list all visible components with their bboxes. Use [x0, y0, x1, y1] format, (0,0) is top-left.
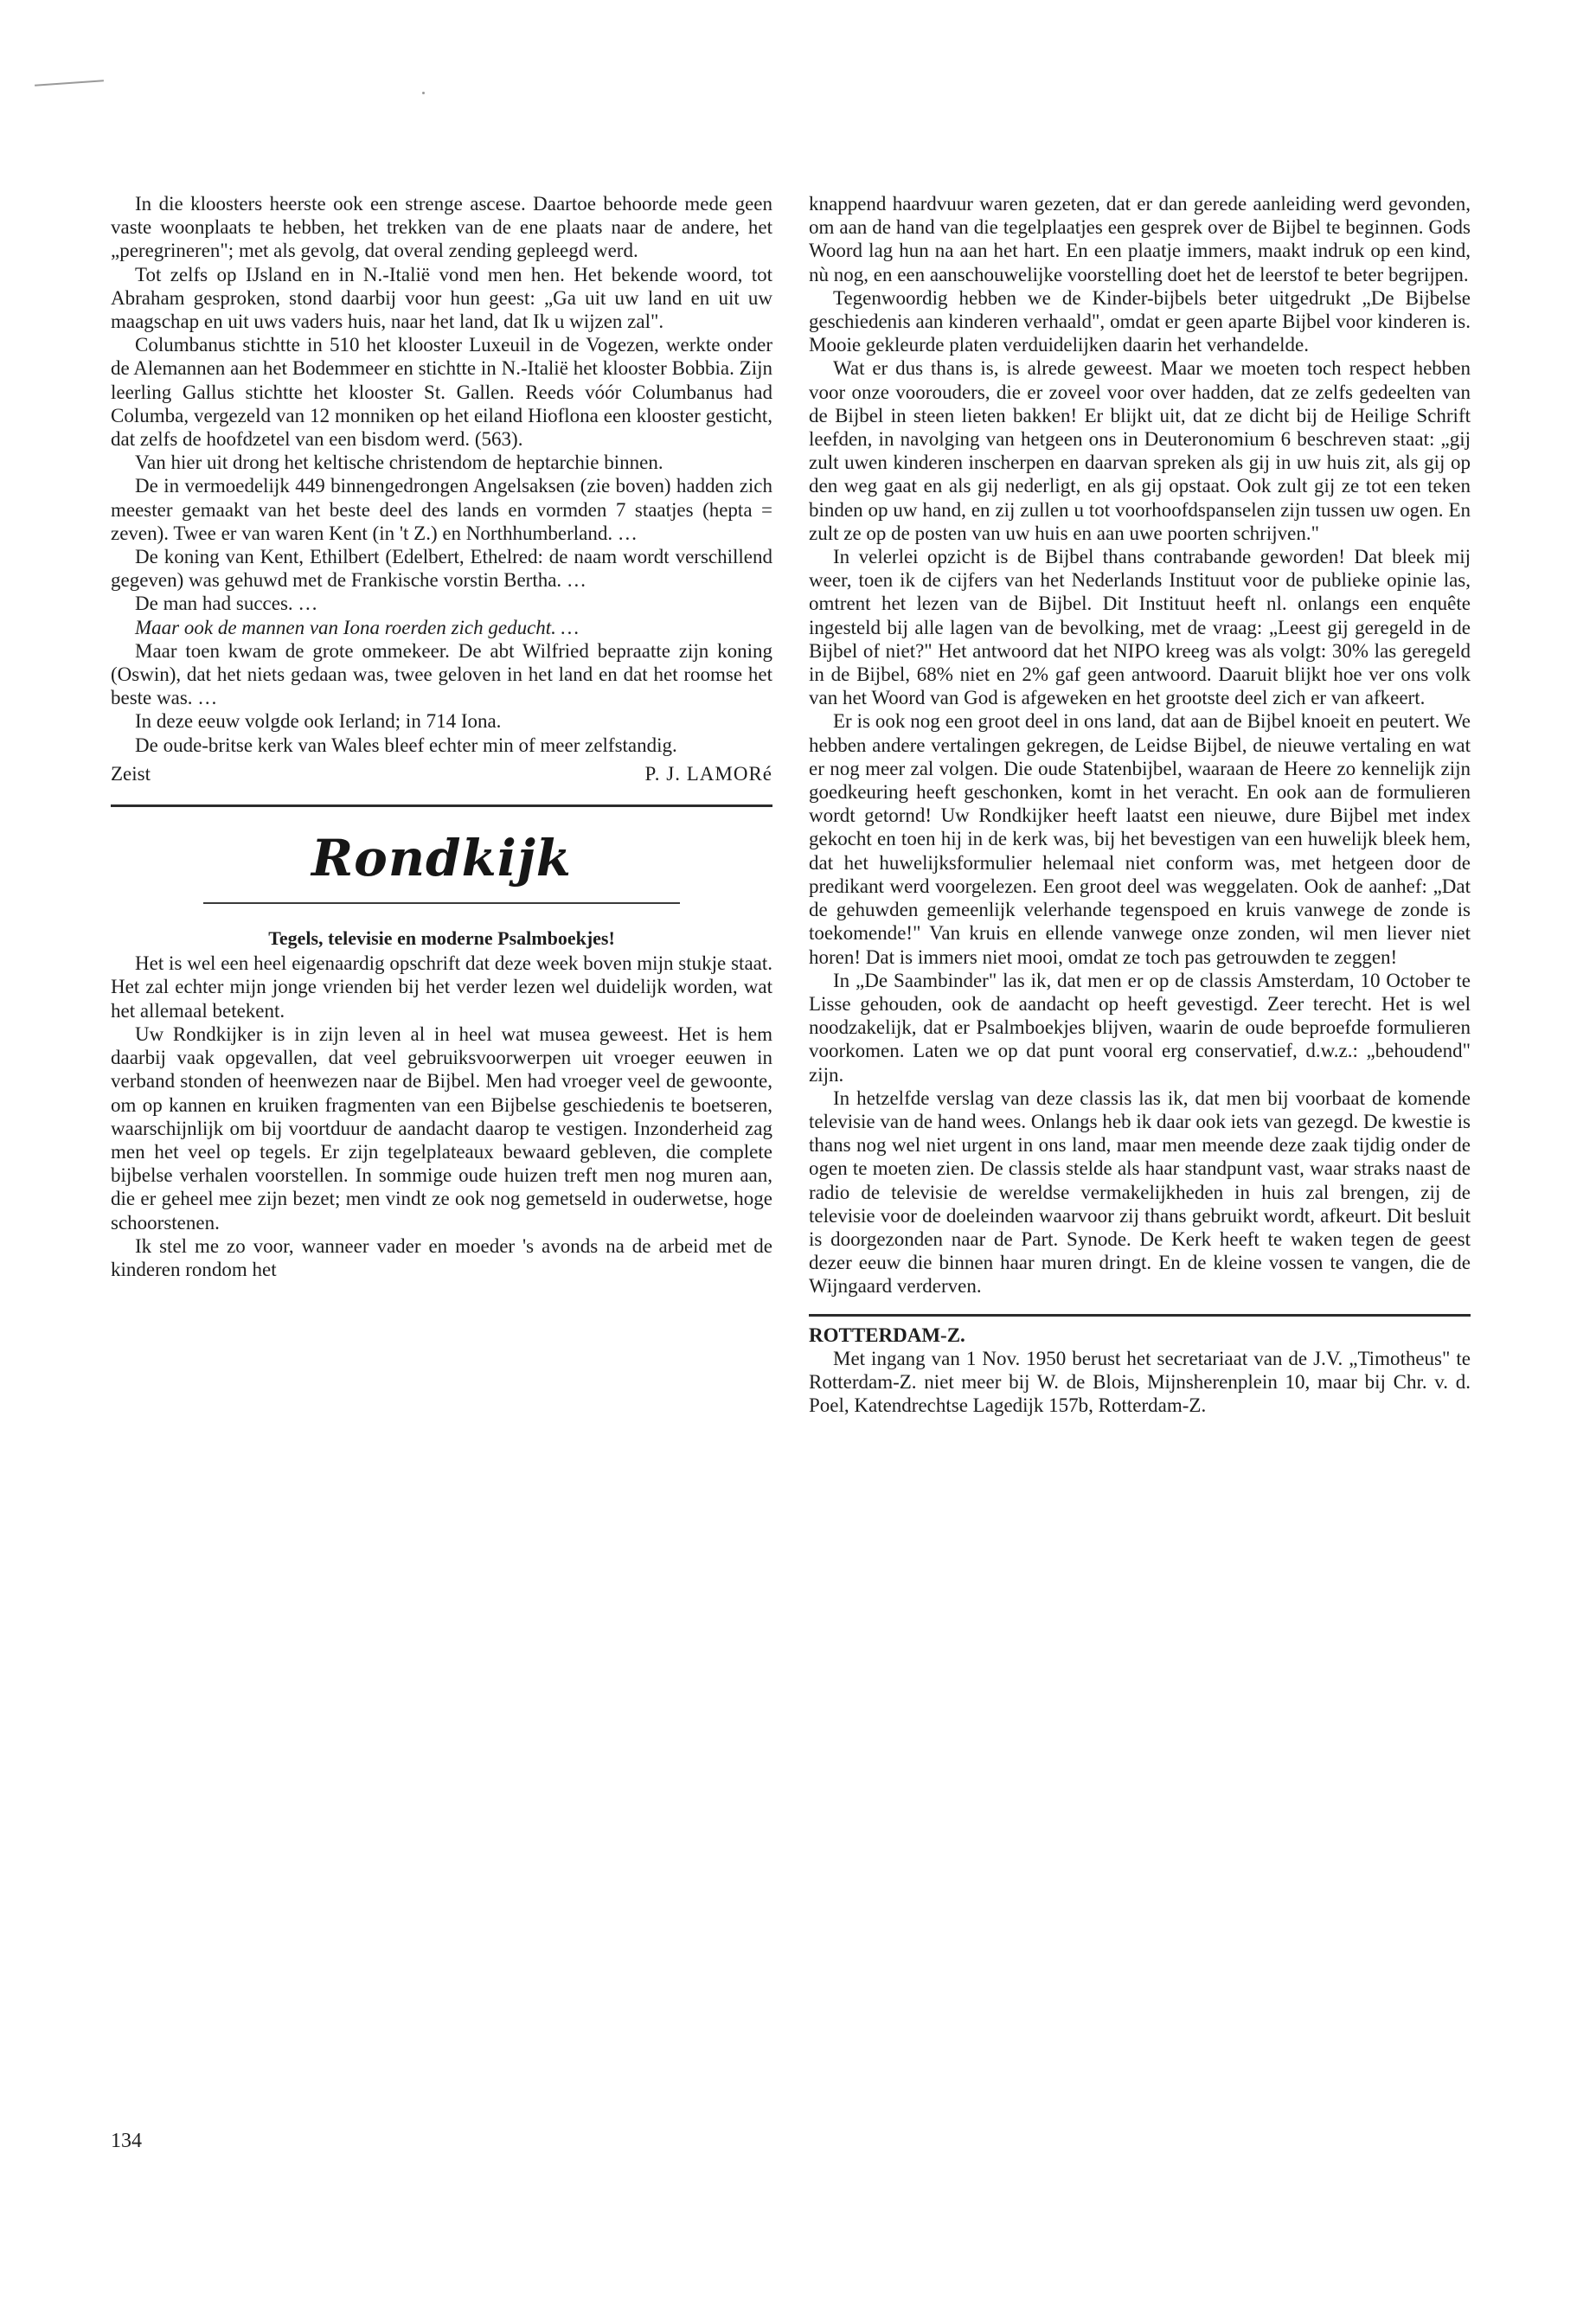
page-number: 134: [111, 2130, 142, 2152]
article-signature: [111, 762, 772, 785]
paragraph: Tot zelfs op IJsland en in N.-Italië vond men hen. Het bekende woord, tot Abraham gesproken, stond daarbij voor hun geest: „Ga uit uw land en uit uw maagschap en uit uws vaders huis, naar het land, dat Ik u wijzen zal".: [111, 263, 772, 333]
paragraph: Tegenwoordig hebben we de Kinder-bijbels beter uitgedrukt „De Bijbelse geschiedenis aan kinderen verhaald", omdat er geen aparte Bijbel voor kinderen is. Mooie gekleurde platen verduidelijken daarin het verhandelde.: [809, 286, 1471, 356]
paragraph: Van hier uit drong het keltische christendom de heptarchie binnen.: [135, 452, 663, 474]
paragraph: knappend haardvuur waren gezeten, dat er dan gerede aanleiding werd gevonden, om aan de hand van die tegelplaatjes een gesprek over de Bijbel te beginnen. Gods Woord lag hun na aan het hart. En een plaatje immers, maakt indruk op een kind, nù nog, en een aanschouwelijke voorstelling doet het de leerstof te beter begrijpen.: [809, 193, 1471, 285]
paragraph: De in vermoedelijk 449 binnengedrongen Angelsaksen (zie boven) hadden zich meester gemaakt van het beste deel des lands en vormden 7 staatjes (hepta = zeven). Twee er van waren Kent (in 't Z.) en Northhumberland. …: [111, 475, 772, 544]
rondkijk-subtitle: Tegels, televisie en moderne Psalmboekjes!: [268, 927, 615, 950]
scan-artifact-dot: [422, 92, 425, 94]
paragraph: Ik stel me zo voor, wanneer vader en moeder 's avonds na de arbeid met de kinderen rondom het: [111, 1234, 772, 1280]
paragraph: In „De Saambinder" las ik, dat men er op de classis Amsterdam, 10 October te Lisse gehouden, ook de aandacht op heeft gevestigd. Zeer terecht. Het is wel noodzakelijk, dat er Psalmboekjes blijven, waarin de oude beproefde formulieren voorkomen. Laten we op dat punt vooral erg conservatief, d.w.z.: „behoudend" zijn.: [809, 969, 1471, 1086]
paragraph: Columbanus stichtte in 510 het klooster Luxeuil in de Vogezen, werkte onder de Alemannen aan het Bodemmeer en stichtte in N.-Italië het klooster Bobbia. Zijn leerling Gallus stichtte het klooster St. Gallen. Reeds vóór Columbanus had Columba, vergezeld van 12 monniken op het eiland Hioflona een klooster gesticht, dat zelfs de hoofdzetel van een bisdom werd. (563).: [111, 334, 772, 451]
paragraph: De man had succes. …: [135, 593, 318, 615]
paragraph: Maar ook de mannen van Iona roerden zich geducht. …: [135, 616, 580, 638]
signature-author: P. J. LAMORé: [644, 762, 772, 785]
left-column: [111, 192, 772, 1281]
rondkijk-masthead-title: Rondkijk: [311, 829, 572, 888]
paragraph: Er is ook nog een groot deel in ons land, dat aan de Bijbel knoeit en peutert. We hebben andere vertalingen gekregen, de Leidse Bijbel, de nieuwe vertaling en wat er nog meer zal volgen. Die oude Statenbijbel, waaraan de Heere zo kennelijk zijn goedkeuring heeft geschonken, komt in het veracht. En ook aan de formulieren wordt getornd! Uw Rondkijker heeft laatst een nieuwe, dure Bijbel met index gekocht en toen hij in de kerk was, bij het bevestigen van een huwelijk bleek hem, dat het huwelijksformulier helemaal niet conform was, met hetgeen door de predikant werd voorgelezen. Een groot deel was weggelaten. Ook de aanhef: „Dat de gehuwden gemeenlijk velerhande tegenspoed en kruis vanwege de zonde is toekomende!" Van kruis en ellende vanwege onze zonden, wil men liever niet horen! Dat is immers niet mooi, omdat ze toch pas getrouwden te zeggen!: [809, 710, 1471, 968]
paragraph: In velerlei opzicht is de Bijbel thans contrabande geworden! Dat bleek mij weer, toen ik de cijfers van het Nederlands Instituut voor de publieke opinie las, omtrent het lezen van de Bijbel. Dit Instituut heeft nl. onlangs een enquête ingesteld bij alle lagen van de bevolking, met de vraag: „Leest gij geregeld in de Bijbel of niet?" Het antwoord dat het NIPO kreeg was als volgt: 30% las geregeld in de Bijbel, 68% niet en 2% gaf geen antwoord. Daaruit blijkt hoe ver ons volk van het Woord van God is afgeweken en het grootste deel zich er van afkeert.: [809, 546, 1471, 709]
right-column: [809, 192, 1471, 1417]
paragraph: In deze eeuw volgde ook Ierland; in 714 Iona.: [135, 710, 502, 733]
notice-heading: ROTTERDAM-Z.: [809, 1324, 965, 1346]
paragraph: Het is wel een heel eigenaardig opschrift dat deze week boven mijn stukje staat. Het zal echter mijn jonge vrienden bij het verder lezen wel duidelijk worden, wat het allemaal betekent.: [111, 952, 772, 1022]
notice-text: Met ingang van 1 Nov. 1950 berust het secretariaat van de J.V. „Timotheus" te Rotterdam-Z. niet meer bij W. de Blois, Mijnsherenplein 10, maar bij Chr. v. d. Poel, Katendrechtse Lagedijk 157b, Rotterdam-Z.: [809, 1347, 1471, 1417]
paragraph: De koning van Kent, Ethilbert (Edelbert, Ethelred: de naam wordt verschillend gegeven) was gehuwd met de Frankische vorstin Bertha. …: [111, 546, 772, 592]
paragraph: Maar toen kwam de grote ommekeer. De abt Wilfried bepraatte zijn koning (Oswin), dat het niets gedaan was, twee geloven in het land en dat het roomse het beste was. …: [111, 639, 772, 709]
masthead-underline: [203, 902, 680, 904]
paragraph: Uw Rondkijker is in zijn leven al in heel wat musea geweest. Het is hem daarbij vaak opgevallen, dat veel gebruiksvoorwerpen uit vroeger eeuwen in verband stonden of heenwezen naar de Bijbel. Men had vroeger veel de gewoonte, om op kannen en kruiken fragmenten van een Bijbelse geschiedenis te boetseren, waarschijnlijk om bij voortduur de aandacht daarop te vestigen. Inzonderheid zag men het veel op tegels. Er zijn tegelplateaux bewaard gebleven, die complete bijbelse verhalen voorstellen. In sommige oude huizen treft men nog muren aan, die er geheel mee zijn bezet; men vindt ze ook nog gemetseld in ouderwetse, hoge schoorstenen.: [111, 1022, 772, 1234]
scan-artifact-mark: [35, 80, 104, 87]
paragraph: In die kloosters heerste ook een strenge ascese. Daartoe behoorde mede geen vaste woonplaats te hebben, het trekken van de ene plaats naar de andere, het „peregrineren"; met als gevolg, dat overal zending gepleegd werd.: [111, 193, 772, 262]
paragraph: De oude-britse kerk van Wales bleef echter min of meer zelfstandig.: [135, 734, 677, 756]
signature-place: Zeist: [111, 762, 151, 785]
paragraph: In hetzelfde verslag van deze classis las ik, dat men bij voorbaat de komende televisie van de hand wees. Onlangs heb ik daar ook iets van gezegd. De kwestie is thans nog wel niet urgent in ons land, maar men meende deze zaak tijdig onder de ogen te moeten zien. De classis stelde als haar standpunt vast, waar straks naast de radio de televisie de wereldse vermakelijkheden in huis zal brengen, zij de televisie voor de doeleinden waarvoor zij thans gebruikt wordt, afkeurt. Dit besluit is doorgezonden naar de Part. Synode. De Kerk heeft te waken tegen de geest dezer eeuw die binnen haar muren dringt. En de kleine vossen te vangen, die de Wijngaard verderven.: [809, 1086, 1471, 1298]
section-divider: [809, 1314, 1471, 1317]
paragraph: Wat er dus thans is, is alrede geweest. Maar we moeten toch respect hebben voor onze voorouders, die er zoveel voor over hadden, dat ze zelfs gedeelten van de Bijbel in steen lieten bakken! Er blijkt uit, dat ze dicht bij de Heilige Schrift leefden, in navolging van hetgeen ons in Deuteronomium 6 beschreven staat: „gij zult uwen kinderen inscherpen en daarvan spreken als gij in uw huis zit, als gij op den weg gaat en als gij nederligt, en als gij opstaat. Ook zult gij ze tot een teken binden op uw hand, en zij zullen u tot voorhoofdspanselen zijn tussen uw ogen. En zult ze op de posten van uw huis en aan uwe poorten schrijven.": [809, 357, 1471, 544]
